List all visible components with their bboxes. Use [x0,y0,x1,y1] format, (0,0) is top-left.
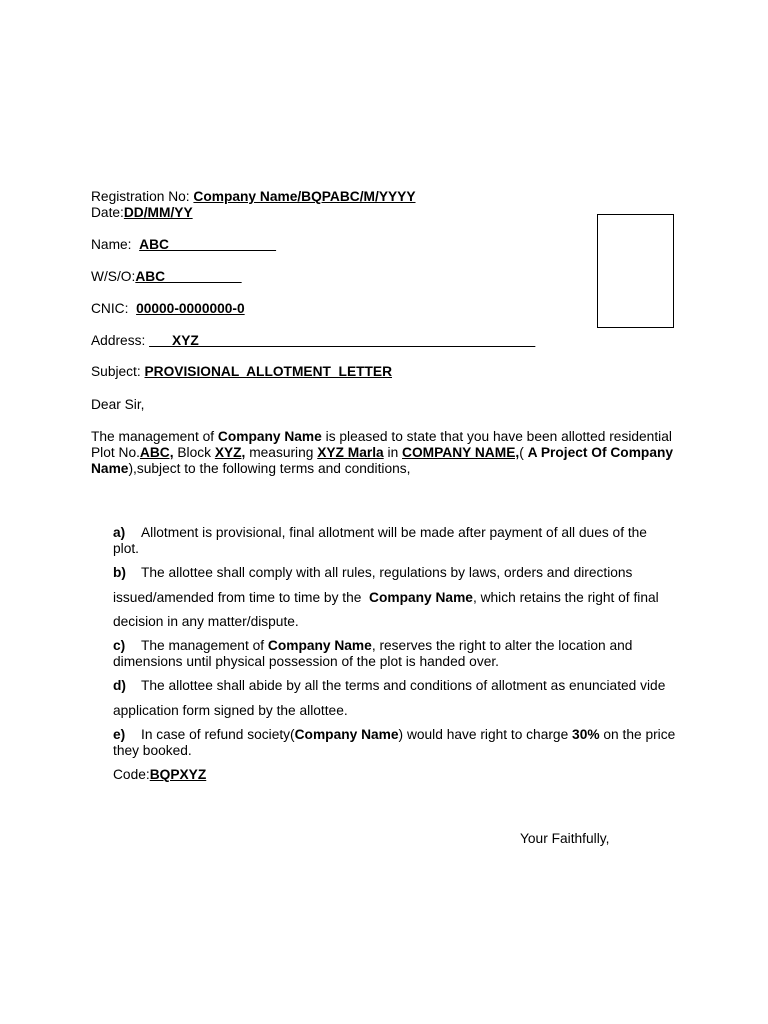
cnic-line [91,301,245,317]
cnic-label: CNIC: [91,301,137,316]
registration-line [91,189,416,205]
term-marker: c) [113,638,126,653]
term-text: plot. [113,541,139,556]
intro-text: is pleased to state that you have been allotted residential [321,429,672,444]
cnic-value: 00000-0000000-0 [136,301,245,316]
company-name: Company Name [267,638,372,653]
term-text: they booked. [113,743,192,758]
registration-number: Company Name/BQPABC/M/YYYY [193,189,416,204]
intro-text: The management of [91,429,218,444]
company-name: Company Name [294,727,399,742]
term-line [113,727,675,743]
date-line [91,205,193,221]
intro-line [91,429,672,445]
term-marker: d) [113,678,126,693]
term-text: The allottee shall abide by all the terms and conditions of allotment as enunciated vide [141,678,666,693]
term-line [113,565,632,581]
term-text: The allottee shall comply with all rules, regulations by laws, orders and directions [141,565,633,580]
intro-line [91,461,410,477]
project-company-name: COMPANY NAME, [402,445,520,460]
address-line [91,333,535,349]
term-text: on the price [599,727,676,742]
term-line [113,525,647,541]
plot-size: XYZ Marla [317,445,384,460]
term-line [113,590,659,606]
term-marker: e) [113,727,126,742]
code-label: Code: [113,767,150,782]
term-marker: a) [113,525,126,540]
intro-text: Plot No. [91,445,140,460]
intro-text: in [383,445,403,460]
name-label: Name: [91,237,140,252]
term-text: ) would have right to charge [398,727,573,742]
block-name: XYZ, [214,445,246,460]
term-text: issued/amended from time to time by the [113,590,370,605]
project-of-company: Name [91,461,129,476]
term-text: , reserves the right to alter the location and [371,638,633,653]
term-text: , which retains the right of final [472,590,659,605]
name-line [91,237,276,253]
intro-text: Block [173,445,215,460]
registration-label: Registration No: [91,189,194,204]
term-line [113,703,348,719]
company-name: Company Name [369,590,473,605]
term-text: In case of refund society( [141,727,295,742]
term-marker: b) [113,565,126,580]
subject-label: Subject: [91,364,145,379]
term-line [113,743,192,759]
code-line [113,767,206,783]
code-value: BQPXYZ [149,767,207,782]
term-text: application form signed by the allottee. [113,703,348,718]
term-line [113,638,632,654]
wso-label: W/S/O: [91,269,136,284]
subject-line [91,364,392,380]
address-label: Address: [91,333,150,348]
salutation: Dear Sir, [91,397,145,412]
company-name: Company Name [217,429,322,444]
address-value: ___XYZ____________________________________________ [149,333,536,348]
intro-text: measuring [245,445,318,460]
refund-charge-percent: 30% [572,727,600,742]
term-text: The management of [141,638,268,653]
project-of-company: A Project Of Company [527,445,674,460]
date-label: Date: [91,205,124,220]
term-text: decision in any matter/dispute. [113,614,299,629]
subject-value: PROVISIONAL ALLOTMENT LETTER [144,364,393,379]
term-line [113,614,299,630]
term-line [113,678,665,694]
wso-line [91,269,242,285]
term-text: dimensions until physical possession of the plot is handed over. [113,654,499,669]
date-value: DD/MM/YY [123,205,193,220]
term-text: Allotment is provisional, final allotment will be made after payment of all dues of the [141,525,647,540]
photo-placeholder-box [597,214,674,328]
plot-number: ABC, [139,445,174,460]
name-value: ABC______________ [139,237,276,252]
intro-line [91,445,673,461]
term-line [113,541,139,557]
closing-line: Your Faithfully, [520,831,610,846]
wso-value: ABC__________ [135,269,242,284]
term-line [113,654,499,670]
intro-text: ),subject to the following terms and conditions, [128,461,411,476]
intro-text: ( [519,445,528,460]
